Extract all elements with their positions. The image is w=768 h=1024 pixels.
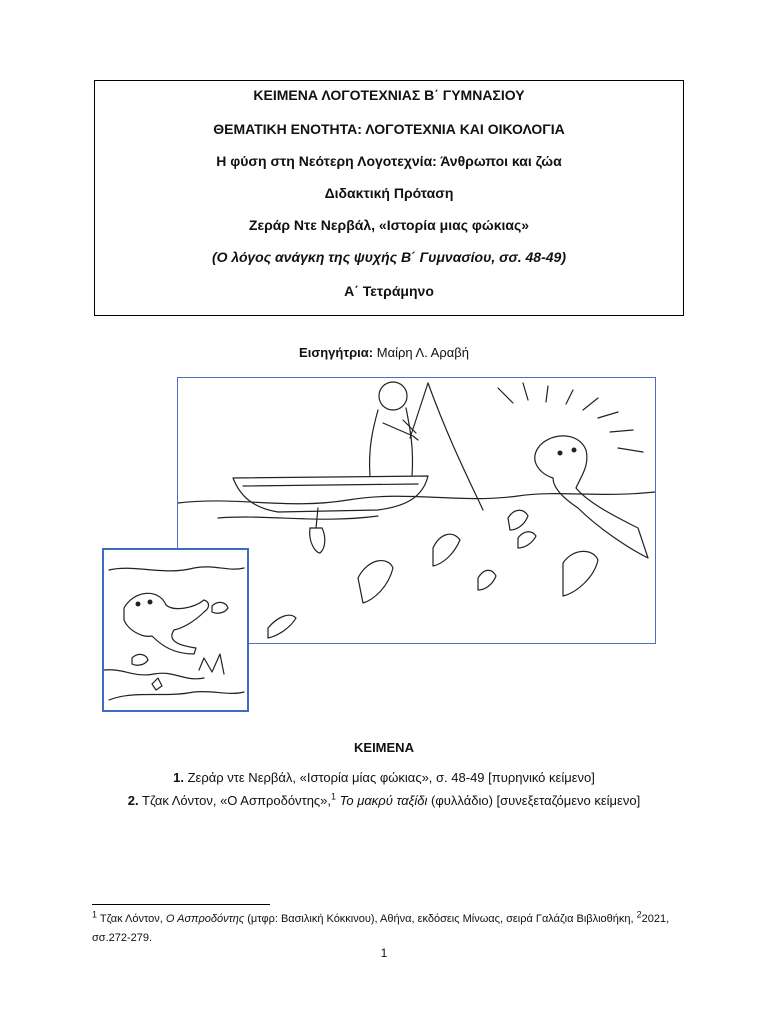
header-line-6: (Ο λόγος ανάγκη της ψυχής Β΄ Γυμνασίου, σσ. 48-49) — [211, 249, 566, 265]
footnote — [92, 910, 702, 948]
header-line-2: ΘΕΜΑΤΙΚΗ ΕΝΟΤΗΤΑ: ΛΟΓΟΤΕΧΝΙΑ ΚΑΙ ΟΙΚΟΛΟΓΙΑ — [213, 121, 565, 137]
footnote-divider — [92, 904, 270, 905]
presenter-name: Μαίρη Λ. Αραβή — [376, 345, 469, 360]
seal-illustration — [102, 548, 249, 712]
footnote-mark: 1 — [92, 909, 98, 920]
header-line-4: Διδακτική Πρόταση — [324, 185, 454, 201]
page-number: 1 — [380, 946, 388, 960]
text-item-2-italic: Το μακρύ ταξίδι — [339, 793, 428, 808]
header-line-1: ΚΕΙΜΕΝΑ ΛΟΓΟΤΕΧΝΙΑΣ Β΄ ΓΥΜΝΑΣΙΟΥ — [253, 87, 525, 103]
footnote-pages: σσ.272-279. — [92, 932, 153, 944]
text-item-1 — [0, 770, 768, 785]
presenter-line — [0, 345, 768, 360]
header-line-7: Α΄ Τετράμηνο — [344, 283, 434, 299]
footnote-details: (μτφρ: Βασιλική Κόκκινου), Αθήνα, εκδόσεις Μίνωας, σειρά Γαλάζια Βιβλιοθήκη, — [247, 913, 634, 925]
footnote-title: Ο Ασπροδόντης — [165, 913, 245, 925]
text-item-1-body: Ζεράρ ντε Νερβάλ, «Ιστορία μίας φώκιας», σ. 48-49 [πυρηνικό κείμενο] — [187, 770, 595, 785]
text-item-2-number: 2. — [127, 793, 139, 808]
text-item-2-body-a: Τζακ Λόντον, «Ο Ασπροδόντης», — [142, 793, 332, 808]
footnote-year: 2021, — [641, 913, 670, 925]
title-box — [94, 80, 684, 316]
text-item-2 — [0, 793, 768, 808]
text-item-1-number: 1. — [173, 770, 184, 785]
presenter-label: Εισηγήτρια: — [299, 345, 374, 360]
text-item-2-body-b: (φυλλάδιο) [συνεξεταζόμενο κείμενο] — [431, 793, 641, 808]
header-line-3: Η φύση στη Νεότερη Λογοτεχνία: Άνθρωποι και ζώα — [216, 153, 562, 169]
footnote-author: Τζακ Λόντον, — [99, 913, 163, 925]
texts-heading: ΚΕΙΜΕΝΑ — [354, 740, 414, 755]
footnote-ref[interactable]: 1 — [331, 791, 337, 802]
footnote-edition-mark: 2 — [636, 909, 642, 920]
header-line-5: Ζεράρ Ντε Νερβάλ, «Ιστορία μιας φώκιας» — [248, 217, 530, 233]
